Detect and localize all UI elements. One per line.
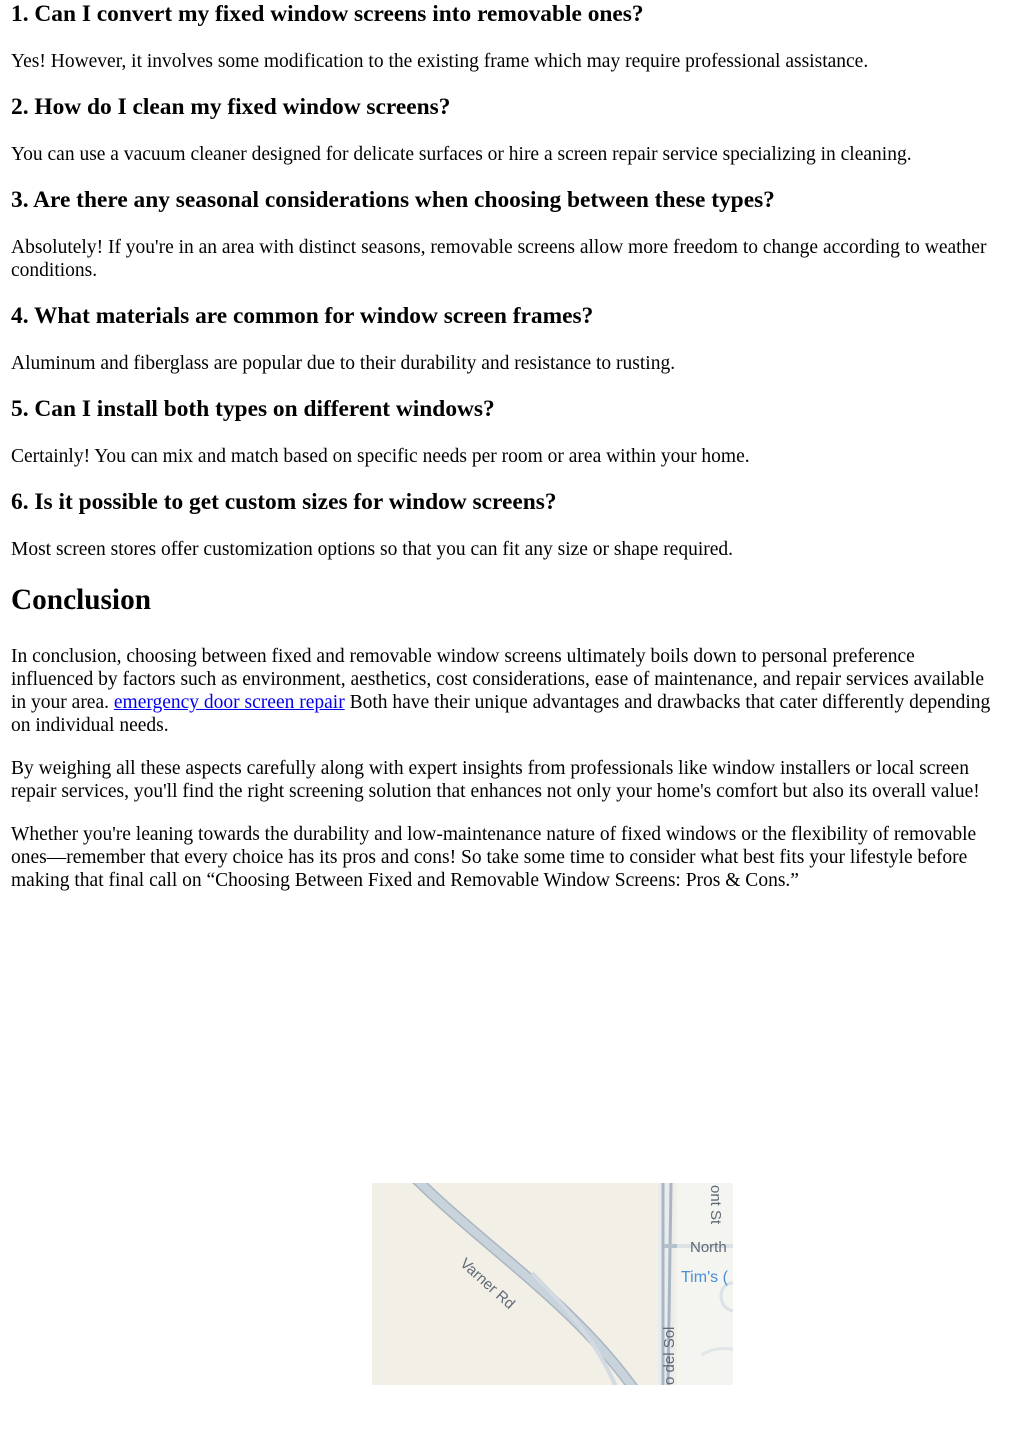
- emergency-door-screen-repair-link[interactable]: emergency door screen repair: [113, 692, 345, 713]
- conclusion-paragraph-1: [11, 645, 1001, 737]
- faq-question-6: 6. Is it possible to get custom sizes for window screens?: [11, 489, 557, 515]
- faq-question-2: 2. How do I clean my fixed window screens?: [11, 94, 451, 120]
- faq-question-5: 5. Can I install both types on different windows?: [11, 396, 495, 422]
- ont-street-label: ont St: [707, 1185, 724, 1225]
- conclusion-heading: Conclusion: [11, 584, 152, 616]
- faq-answer-2: You can use a vacuum cleaner designed for delicate surfaces or hire a screen repair service specializing in cleaning.: [11, 144, 912, 165]
- faq-answer-1: Yes! However, it involves some modification to the existing frame which may require professional assistance.: [11, 51, 869, 72]
- faq-question-1: 1. Can I convert my fixed window screens into removable ones?: [11, 1, 644, 27]
- conclusion-paragraph-2: By weighing all these aspects carefully along with expert insights from professionals like window installers or local screen repair services, you'll find the right screening solution that enhances not only your home's comfort but also its overall value!: [11, 758, 980, 802]
- faq-question-4: 4. What materials are common for window screen frames?: [11, 303, 594, 329]
- faq-answer-6: Most screen stores offer customization options so that you can fit any size or shape required.: [11, 539, 734, 560]
- conclusion-paragraph-3: Whether you're leaning towards the durability and low-maintenance nature of fixed windows or the flexibility of removable ones—remember that every choice has its pros and cons! So take some time to consider what best fits your lifestyle before making that final call on “Choosing Between Fixed and Removable Window Screens: Pros & Cons.”: [11, 824, 977, 891]
- conclusion-p1-text-before: In conclusion, choosing between fixed and removable window screens ultimately boils down to personal preference influenced by factors such as environment, aesthetics, cost considerations, ease of maintenance, and repair services available in your area.: [11, 646, 984, 713]
- map-roads: [372, 1183, 733, 1385]
- faq-answer-5: Certainly! You can mix and match based on specific needs per room or area within your home.: [11, 446, 750, 467]
- map-embed[interactable]: [372, 1183, 733, 1385]
- faq-answer-4: Aluminum and fiberglass are popular due to their durability and resistance to rusting.: [11, 353, 676, 374]
- north-label: North: [690, 1239, 727, 1256]
- conclusion-p1-text-after: Both have their unique advantages and drawbacks that cater differently depending on individual needs.: [11, 692, 991, 736]
- del-sol-label: o del Sol: [661, 1326, 678, 1385]
- faq-question-3: 3. Are there any seasonal considerations when choosing between these types?: [11, 187, 775, 213]
- varner-road-label: Varner Rd: [456, 1255, 518, 1313]
- tims-poi-label[interactable]: Tim's (: [681, 1269, 728, 1286]
- faq-answer-3: Absolutely! If you're in an area with distinct seasons, removable screens allow more freedom to change according to weather conditions.: [11, 237, 987, 281]
- article-body: [11, 0, 1001, 892]
